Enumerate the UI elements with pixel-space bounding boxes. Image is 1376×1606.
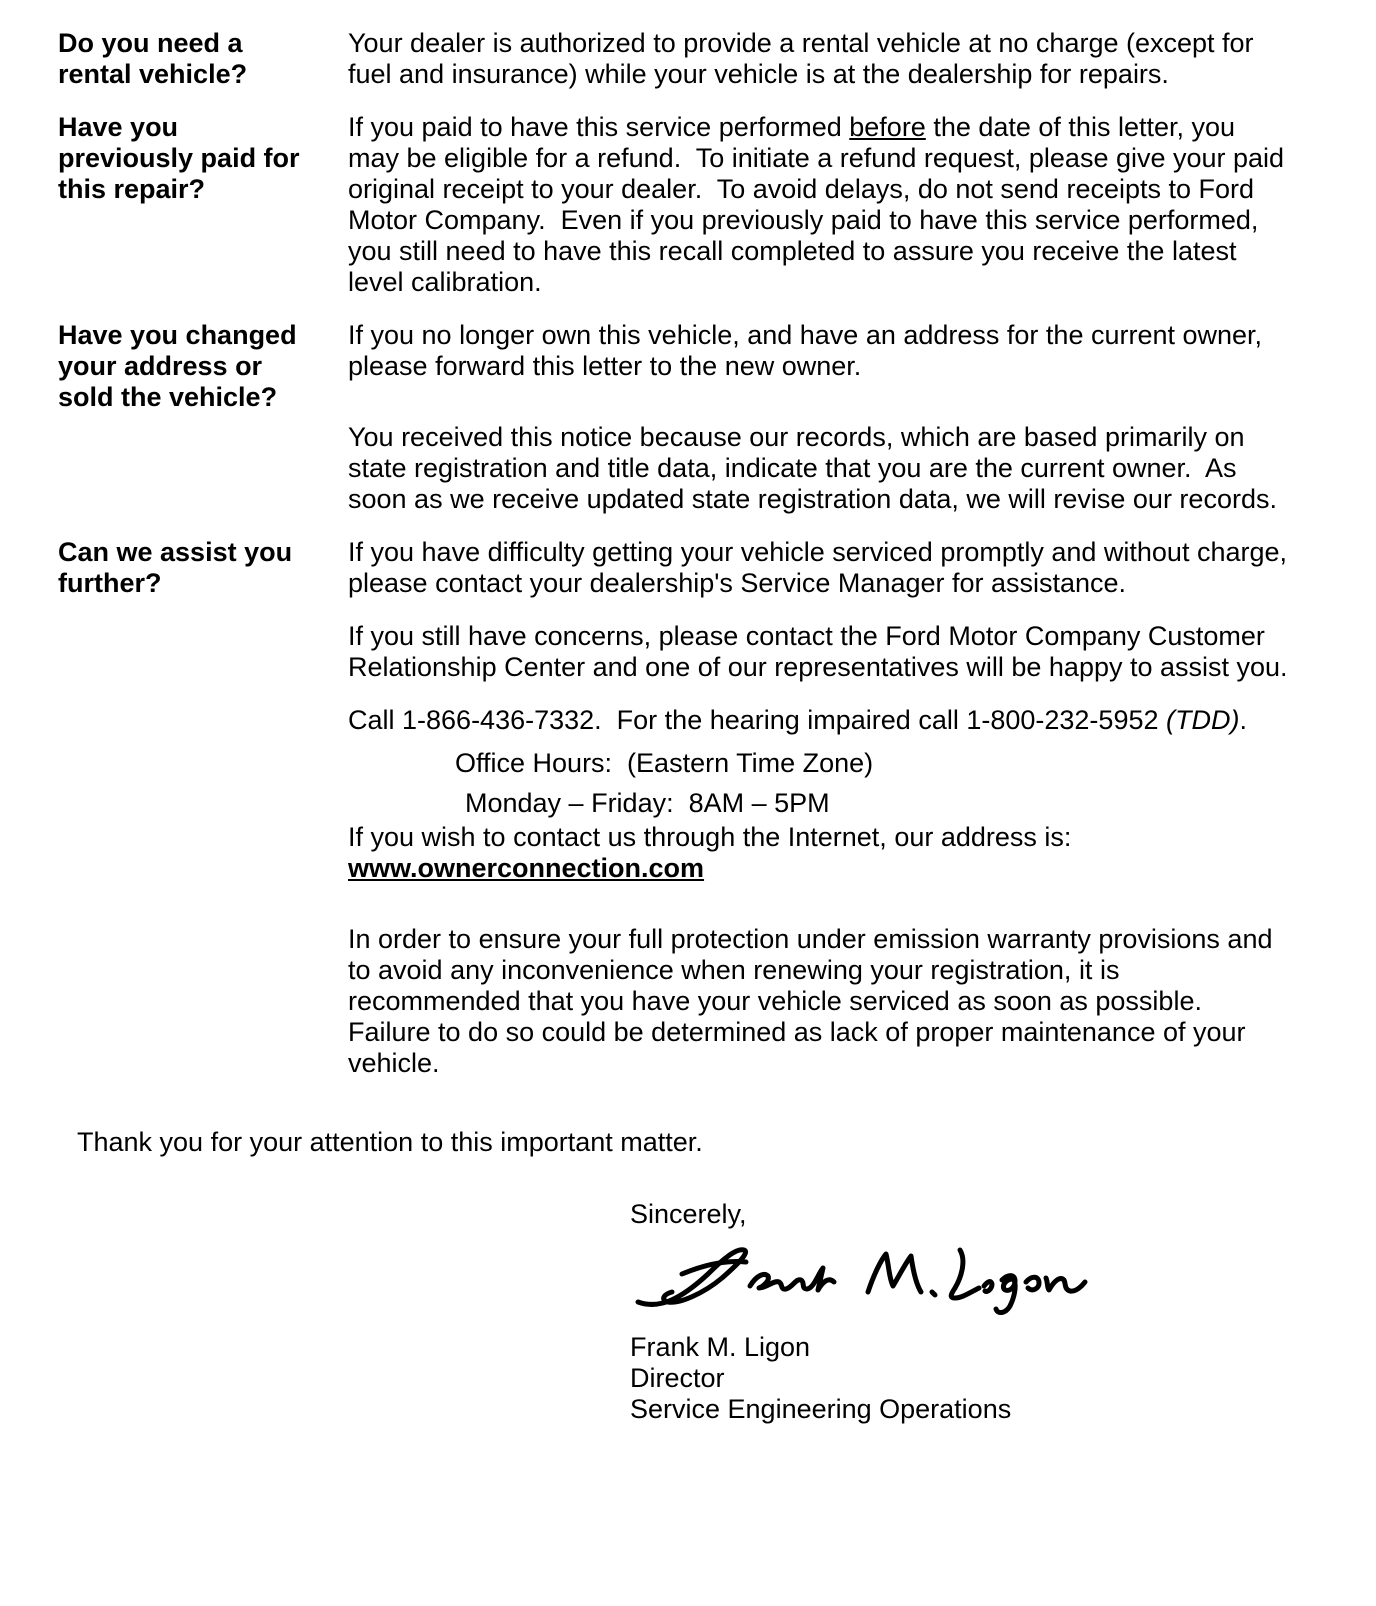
signer-name: Frank M. Ligon: [630, 1332, 811, 1362]
website-url-text: www.ownerconnection.com: [348, 853, 705, 883]
signature-stroke: [951, 1250, 979, 1298]
paragraph-rental: [348, 28, 1290, 90]
text-run: If you wish to contact us through the Internet, our address is:: [348, 822, 1072, 852]
text-run: If you no longer own this vehicle, and have an address for the current owner, please forward this letter to the new owner.: [348, 320, 1270, 381]
label-line: Do you need a: [58, 28, 243, 58]
signature-stroke: [638, 1250, 746, 1305]
website-url-line: [348, 853, 1290, 884]
text-run: You received this notice because our records, which are based primarily on state registration and title data, indicate that you are the current owner. As soon as we receive updated state registration data, we will revise our records.: [348, 422, 1277, 514]
paragraph-records-notice: [348, 422, 1290, 515]
signature-stroke: [984, 1282, 992, 1292]
signature-stroke: [1026, 1277, 1039, 1290]
signer-block: [630, 1332, 1290, 1425]
letter-body: [58, 28, 1295, 1079]
label-line: further?: [58, 568, 162, 598]
text-run: Your dealer is authorized to provide a rental vehicle at no charge (except for fuel and insurance) while your vehicle is at the dealership for repairs.: [348, 28, 1262, 89]
schedule-line: [348, 788, 1290, 819]
paragraph-forward-letter: [348, 320, 1290, 382]
text-run: If you paid to have this service performed: [348, 112, 850, 142]
closing-block: [630, 1199, 1290, 1425]
tdd-italic: (TDD): [1166, 705, 1240, 735]
paragraph-phone-numbers: [348, 705, 1290, 736]
section-content-address-or-sold: [348, 320, 1290, 537]
label-line: this repair?: [58, 174, 206, 204]
text-run: If you still have concerns, please contact the Ford Motor Company Customer Relationship Center and one of our representatives will be happy to assist you.: [348, 621, 1288, 682]
section-label-address-or-sold: [58, 320, 348, 413]
label-line: your address or: [58, 351, 263, 381]
label-line: sold the vehicle?: [58, 382, 278, 412]
signer-department: Service Engineering Operations: [630, 1394, 1012, 1424]
label-line: previously paid for: [58, 143, 300, 173]
section-content-previously-paid: [348, 112, 1290, 320]
paragraph-relationship-center: [348, 621, 1290, 683]
text-run: Office Hours: (Eastern Time Zone): [455, 748, 874, 778]
label-line: rental vehicle?: [58, 59, 248, 89]
label-line: Have you changed: [58, 320, 297, 350]
section-label-rental-vehicle: [58, 28, 348, 90]
signature-stroke: [750, 1268, 834, 1290]
signature-stroke: [868, 1254, 921, 1292]
valediction: Sincerely,: [630, 1199, 747, 1229]
section-label-assist-further: [58, 537, 348, 599]
internet-line: [348, 822, 1290, 853]
text-run: .: [1239, 705, 1247, 735]
signer-title: Director: [630, 1363, 725, 1393]
text-run: If you have difficulty getting your vehicle serviced promptly and without charge, please contact your dealership's Service Manager for assistance.: [348, 537, 1295, 598]
text-run: the date of this letter, you may be eligible for a refund. To initiate a refund request, please give your paid original receipt to your dealer. To avoid delays, do not send receipts to Ford Motor Company. Even if you previously paid to have this service performed, you still need to have this recall completed to assure you receive the latest level calibration.: [348, 112, 1292, 297]
thank-you-line: Thank you for your attention to this important matter.: [77, 1127, 703, 1157]
office-hours-line: [348, 748, 1290, 779]
paragraph-service-manager: [348, 537, 1295, 599]
paragraph-emission-warranty: [348, 924, 1290, 1079]
label-line: Can we assist you: [58, 537, 293, 567]
section-label-previously-paid: [58, 112, 348, 205]
section-content-assist-further: [348, 537, 1295, 1079]
signature-stroke: [996, 1276, 1015, 1313]
section-content-rental-vehicle: [348, 28, 1290, 112]
text-run: Call 1-866-436-7332. For the hearing impaired call 1-800-232-5952: [348, 705, 1166, 735]
text-run: Monday – Friday: 8AM – 5PM: [465, 788, 830, 818]
paragraph-refund: [348, 112, 1290, 298]
signature-stroke: [1046, 1278, 1085, 1291]
label-line: Have you: [58, 112, 179, 142]
signature-stroke: [932, 1292, 935, 1295]
signature-frank-m-ligon: [630, 1236, 1090, 1324]
text-run: In order to ensure your full protection under emission warranty provisions and to avoid any inconvenience when renewing your registration, it is recommended that you have your vehicle serviced as soon as possible. Failure to do so could be determined as lack of proper maintenance of your vehicle.: [348, 924, 1280, 1078]
underlined-word-before: before: [849, 112, 926, 142]
